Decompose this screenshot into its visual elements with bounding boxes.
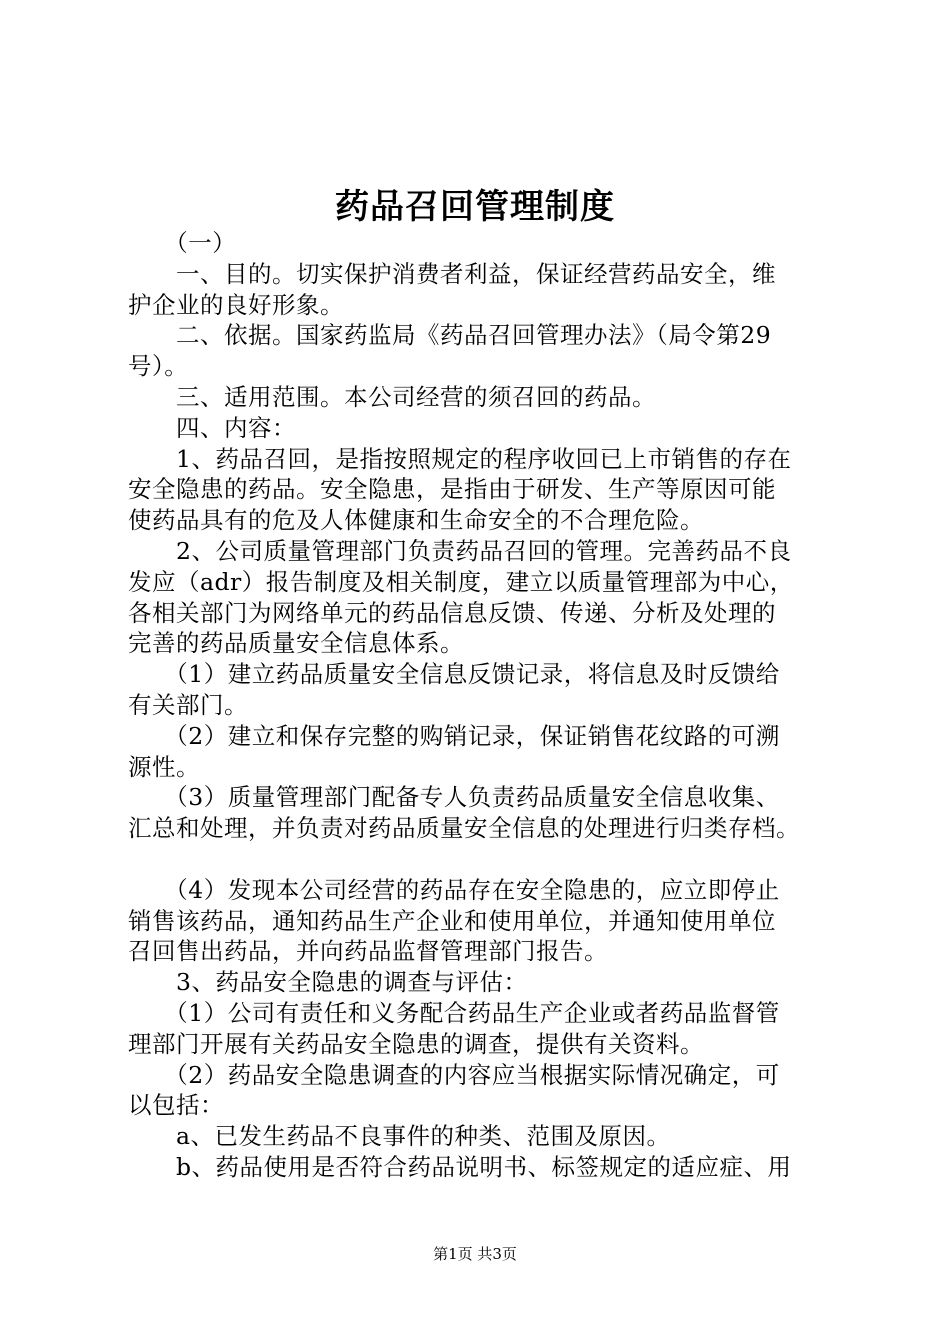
body-line: （4）发现本公司经营的药品存在安全隐患的，应立即停止	[128, 875, 780, 904]
body-line: 1、药品召回，是指按照规定的程序收回已上市销售的存在	[128, 444, 792, 473]
document-title: 药品召回管理制度	[335, 187, 615, 227]
body-line: （3）质量管理部门配备专人负责药品质量安全信息收集、	[128, 783, 780, 812]
body-line: 四、内容：	[128, 413, 296, 442]
body-line: 以包括：	[128, 1091, 224, 1120]
body-line: 号）。	[128, 352, 189, 381]
body-line: （2）药品安全隐患调查的内容应当根据实际情况确定，可	[128, 1060, 780, 1089]
body-line: 使药品具有的危及人体健康和生命安全的不合理危险。	[128, 506, 704, 535]
body-line: 召回售出药品，并向药品监督管理部门报告。	[128, 937, 608, 966]
body-line: 各相关部门为网络单元的药品信息反馈、传递、分析及处理的	[128, 598, 776, 627]
body-line: 三、适用范围。本公司经营的须召回的药品。	[128, 382, 656, 411]
body-line: 理部门开展有关药品安全隐患的调查，提供有关资料。	[128, 1029, 704, 1058]
body-line: 汇总和处理，并负责对药品质量安全信息的处理进行归类存档。	[128, 814, 800, 843]
body-line: 2、公司质量管理部门负责药品召回的管理。完善药品不良	[128, 536, 792, 565]
body-line: （2）建立和保存完整的购销记录，保证销售花纹路的可溯	[128, 721, 780, 750]
body-line: 销售该药品，通知药品生产企业和使用单位，并通知使用单位	[128, 906, 776, 935]
body-line: （1）建立药品质量安全信息反馈记录，将信息及时反馈给	[128, 660, 780, 689]
body-line: a、已发生药品不良事件的种类、范围及原因。	[128, 1122, 671, 1151]
body-line: 有关部门。	[128, 690, 248, 719]
body-line: 发应（adr）报告制度及相关制度，建立以质量管理部为中心，	[128, 567, 794, 596]
body-line: 一、目的。切实保护消费者利益，保证经营药品安全，维	[128, 259, 776, 288]
body-line: 二、依据。国家药监局《药品召回管理办法》（局令第29	[128, 321, 772, 350]
body-line: （1）公司有责任和义务配合药品生产企业或者药品监督管	[128, 998, 780, 1027]
document-body	[128, 228, 832, 1183]
body-line: 源性。	[128, 752, 200, 781]
body-line: （一）	[128, 229, 237, 257]
body-line: 完善的药品质量安全信息体系。	[128, 629, 464, 658]
body-line: b、药品使用是否符合药品说明书、标签规定的适应症、用	[128, 1152, 792, 1181]
page-footer: 第1页 共3页	[433, 1245, 517, 1263]
body-line: 3、药品安全隐患的调查与评估：	[128, 968, 528, 997]
blank-line	[128, 844, 832, 875]
body-line: 护企业的良好形象。	[128, 290, 344, 319]
body-line: 安全隐患的药品。安全隐患，是指由于研发、生产等原因可能	[128, 475, 776, 504]
